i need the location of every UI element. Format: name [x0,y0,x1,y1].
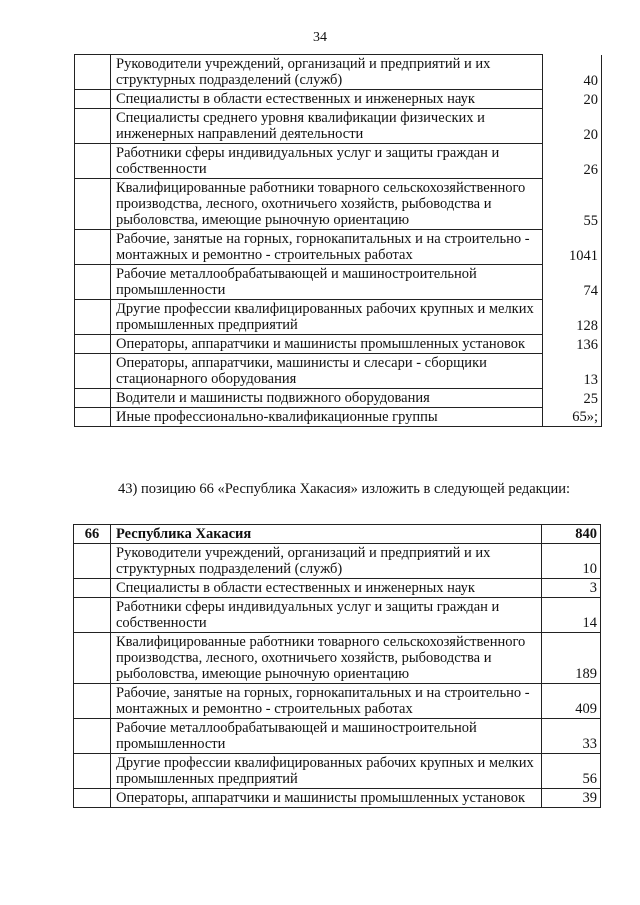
region-total: 840 [542,525,601,544]
occupation-value: 20 [543,109,602,144]
code-cell [75,408,111,427]
occupation-value: 55 [543,179,602,230]
occupation-value: 189 [542,633,601,684]
occupation-value: 40 [543,55,602,90]
table-row [75,389,602,408]
occupation-label: Специалисты в области естественных и инженерных наук [111,579,542,598]
code-cell [75,335,111,354]
code-cell [74,754,111,789]
code-cell [75,90,111,109]
occupation-value: 20 [543,90,602,109]
code-cell [75,389,111,408]
table-row [75,265,602,300]
code-cell [75,354,111,389]
page-number: 34 [313,30,327,45]
code-cell [74,544,111,579]
region-header-row [74,525,601,544]
code-cell [75,230,111,265]
occupation-value: 409 [542,684,601,719]
occupation-value: 136 [543,335,602,354]
amendment-paragraph: 43) позицию 66 «Республика Хакасия» изложить в следующей редакции: [118,481,570,497]
table-row [75,408,602,427]
occupation-value: 39 [542,789,601,808]
table1-body [75,55,602,427]
code-cell [75,109,111,144]
occupation-value: 3 [542,579,601,598]
code-cell [75,265,111,300]
code-cell [74,598,111,633]
occupation-label: Рабочие, занятые на горных, горнокапитальных и на строительно - монтажных и ремонтно - строительных работах [111,230,543,265]
occupation-value: 56 [542,754,601,789]
region-code: 66 [74,525,111,544]
occupation-label: Квалифицированные работники товарного сельскохозяйственного производства, лесного, охотничьего хозяйств, рыбоводства и рыболовства, имеющие рыночную ориентацию [111,179,543,230]
table-row [74,544,601,579]
table-row [75,300,602,335]
occupation-label: Специалисты среднего уровня квалификации физических и инженерных направлений деятельности [111,109,543,144]
occupation-value: 1041 [543,230,602,265]
region-name: Республика Хакасия [111,525,542,544]
occupation-value: 128 [543,300,602,335]
occupation-value: 65»; [543,408,602,427]
occupation-label: Работники сферы индивидуальных услуг и защиты граждан и собственности [111,144,543,179]
occupation-label: Другие профессии квалифицированных рабочих крупных и мелких промышленных предприятий [111,300,543,335]
table-row [74,598,601,633]
code-cell [74,633,111,684]
occupation-table-continued [74,54,602,427]
occupation-value: 25 [543,389,602,408]
table-row [75,179,602,230]
table-row [75,144,602,179]
code-cell [75,179,111,230]
occupation-label: Руководители учреждений, организаций и предприятий и их структурных подразделений (служб) [111,544,542,579]
occupation-label: Рабочие металлообрабатывающей и машиностроительной промышленности [111,265,543,300]
occupation-label: Другие профессии квалифицированных рабочих крупных и мелких промышленных предприятий [111,754,542,789]
occupation-value: 13 [543,354,602,389]
occupation-label: Операторы, аппаратчики, машинисты и слесари - сборщики стационарного оборудования [111,354,543,389]
table-row [74,633,601,684]
table2-body [74,525,601,808]
occupation-label: Руководители учреждений, организаций и предприятий и их структурных подразделений (служб) [111,55,543,90]
occupation-label: Рабочие, занятые на горных, горнокапитальных и на строительно - монтажных и ремонтно - строительных работах [111,684,542,719]
code-cell [74,719,111,754]
table-row [75,55,602,90]
occupation-label: Операторы, аппаратчики и машинисты промышленных установок [111,335,543,354]
table-row [74,719,601,754]
code-cell [74,684,111,719]
table-row [75,335,602,354]
table-row [75,90,602,109]
occupation-value: 74 [543,265,602,300]
occupation-label: Квалифицированные работники товарного сельскохозяйственного производства, лесного, охотничьего хозяйств, рыбоводства и рыболовства, имеющие рыночную ориентацию [111,633,542,684]
occupation-value: 26 [543,144,602,179]
table-row [74,579,601,598]
occupation-label: Водители и машинисты подвижного оборудования [111,389,543,408]
table-row [75,230,602,265]
code-cell [75,300,111,335]
occupation-table-khakassia [73,524,601,808]
table-row [75,354,602,389]
table-row [74,789,601,808]
occupation-label: Операторы, аппаратчики и машинисты промышленных установок [111,789,542,808]
table-row [74,754,601,789]
occupation-label: Рабочие металлообрабатывающей и машиностроительной промышленности [111,719,542,754]
code-cell [75,144,111,179]
occupation-value: 14 [542,598,601,633]
occupation-label: Специалисты в области естественных и инженерных наук [111,90,543,109]
table-row [74,684,601,719]
code-cell [74,789,111,808]
table-row [75,109,602,144]
code-cell [75,55,111,90]
code-cell [74,579,111,598]
occupation-label: Работники сферы индивидуальных услуг и защиты граждан и собственности [111,598,542,633]
occupation-value: 33 [542,719,601,754]
occupation-value: 10 [542,544,601,579]
occupation-label: Иные профессионально-квалификационные группы [111,408,543,427]
